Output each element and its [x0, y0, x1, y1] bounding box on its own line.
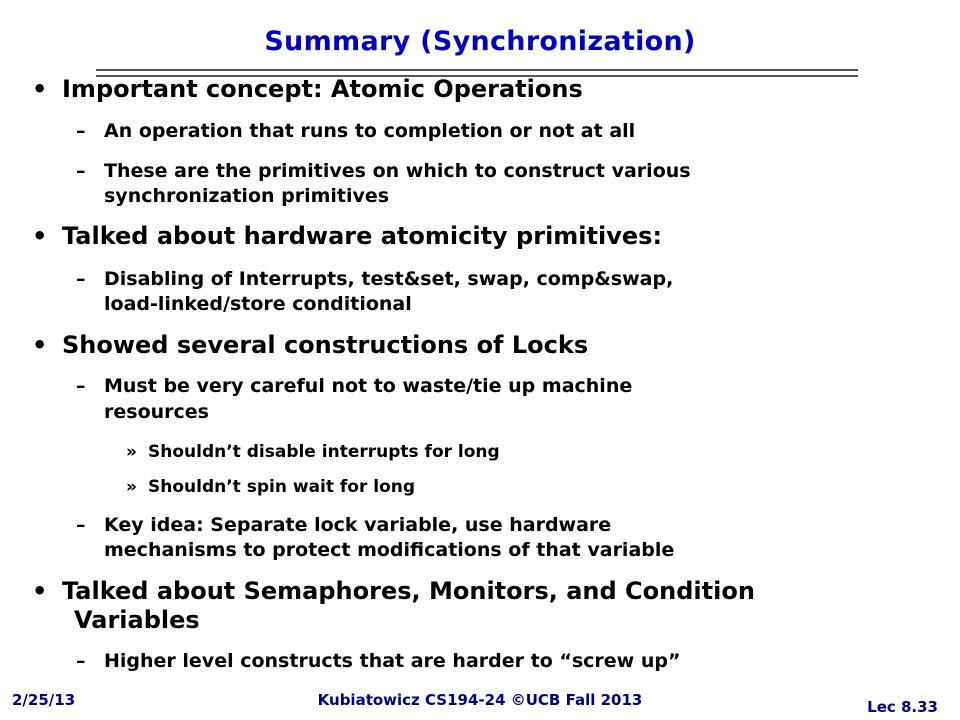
dash-marker: – — [76, 120, 86, 142]
dash-marker: – — [76, 514, 86, 536]
sub-text: These are the primitives on which to construct various — [104, 160, 691, 182]
sub-text: Must be very careful not to waste/tie up machine — [104, 375, 633, 397]
dash-marker: – — [76, 650, 86, 672]
raquo-marker: » — [126, 477, 137, 497]
bullet-item — [32, 331, 589, 359]
bullet-text: Talked about Semaphores, Monitors, and Condition — [62, 577, 755, 605]
bullet-item — [32, 577, 755, 605]
sub-text: An operation that runs to completion or not at all — [104, 120, 636, 142]
sub-sub-item — [126, 477, 416, 497]
sub-continuation: synchronization primitives — [104, 185, 390, 207]
bullet-text: Showed several constructions of Locks — [62, 331, 589, 359]
sub-item — [76, 120, 636, 142]
sub-sub-text: Shouldn’t spin wait for long — [148, 477, 416, 497]
sub-item — [76, 268, 674, 290]
sub-text: Key idea: Separate lock variable, use hardware — [104, 514, 612, 536]
bullet-marker: • — [32, 222, 48, 250]
sub-sub-text: Shouldn’t disable interrupts for long — [148, 442, 500, 462]
dash-marker: – — [76, 160, 86, 182]
sub-text: Higher level constructs that are harder to “screw up” — [104, 650, 681, 672]
sub-item — [76, 375, 633, 397]
bullet-continuation: Variables — [74, 606, 200, 634]
sub-text: Disabling of Interrupts, test&set, swap, comp&swap, — [104, 268, 674, 290]
footer-date: 2/25/13 — [12, 691, 76, 709]
bullet-marker: • — [32, 331, 48, 359]
bullet-text: Talked about hardware atomicity primitives: — [62, 222, 663, 250]
dash-marker: – — [76, 375, 86, 397]
bullet-item — [32, 222, 663, 250]
footer-lecture-number: Lec 8.33 — [867, 698, 938, 716]
sub-continuation: load-linked/store conditional — [104, 293, 412, 315]
slide-title: Summary (Synchronization) — [264, 26, 696, 57]
sub-sub-item — [126, 442, 500, 462]
dash-marker: – — [76, 268, 86, 290]
sub-item — [76, 650, 681, 672]
sub-item — [76, 160, 691, 182]
sub-continuation: mechanisms to protect modifications of that variable — [104, 539, 675, 561]
sub-item — [76, 514, 612, 536]
bullet-marker: • — [32, 75, 48, 103]
bullet-text: Important concept: Atomic Operations — [62, 75, 583, 103]
raquo-marker: » — [126, 442, 137, 462]
bullet-item — [32, 75, 583, 103]
bullet-marker: • — [32, 577, 48, 605]
sub-continuation: resources — [104, 401, 209, 423]
footer-course: Kubiatowicz CS194-24 ©UCB Fall 2013 — [317, 691, 643, 709]
